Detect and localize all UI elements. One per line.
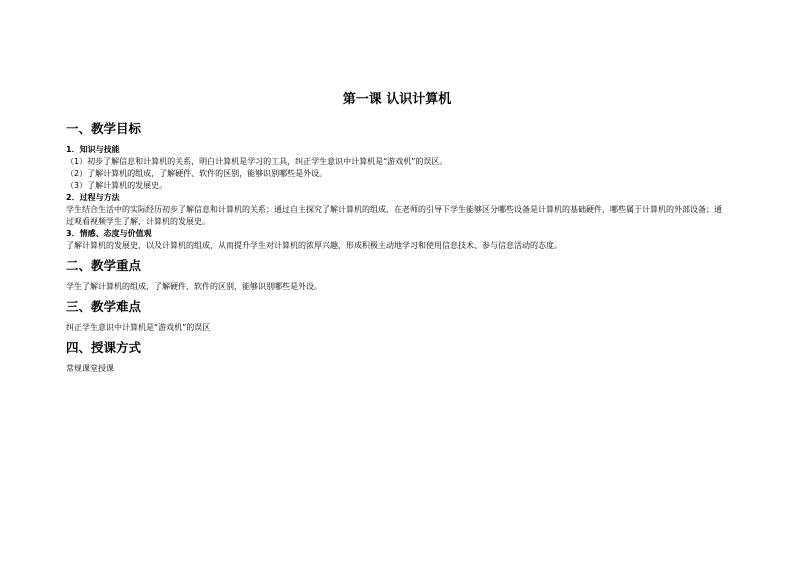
method-text: 常规课堂授课	[66, 364, 114, 373]
goal-item-3: （3）了解计算机的发展史。	[66, 181, 168, 190]
goal-item-1: （1）初步了解信息和计算机的关系，明白计算机是学习的工具，纠正学生意识中计算机是“游戏机”的误区。	[66, 157, 448, 166]
section-heading-key-points: 二、教学重点	[66, 258, 142, 273]
section-heading-difficulties: 三、教学难点	[66, 299, 142, 314]
subheading-process-methods: 2．过程与方法	[66, 193, 120, 202]
document-body	[66, 120, 742, 375]
goal-item-2: （2）了解计算机的组成，了解硬件、软件的区别，能够识别哪些是外设。	[66, 169, 328, 178]
section-heading-goals: 一、教学目标	[66, 121, 142, 136]
section-teaching-goals	[66, 120, 742, 252]
difficulties-text: 纠正学生意识中计算机是“游戏机”的误区	[66, 323, 211, 332]
key-points-text: 学生了解计算机的组成，了解硬件、软件的区别，能够识别哪些是外设。	[66, 282, 322, 291]
section-key-points	[66, 257, 742, 293]
subheading-knowledge-skills: 1．知识与技能	[66, 145, 120, 154]
document-title: 第一课 认识计算机	[342, 92, 452, 107]
section-heading-method: 四、授课方式	[66, 340, 142, 355]
section-teaching-method	[66, 339, 742, 375]
section-difficulties	[66, 298, 742, 334]
attitude-values-text: 了解计算机的发展史，以及计算机的组成，从而提升学生对计算机的浓厚兴趣，形成积极主动地学习和使用信息技术、参与信息活动的态度。	[66, 241, 562, 250]
subheading-attitude-values: 3．情感、态度与价值观	[66, 229, 152, 238]
process-methods-text: 学生结合生活中的实际经历初步了解信息和计算机的关系；通过自主探究了解计算机的组成，在老师的引导下学生能够区分哪些设备是计算机的基础硬件，哪些属于计算机的外部设备；通过观看视频学生了解，计算机的发展史。	[66, 205, 722, 226]
